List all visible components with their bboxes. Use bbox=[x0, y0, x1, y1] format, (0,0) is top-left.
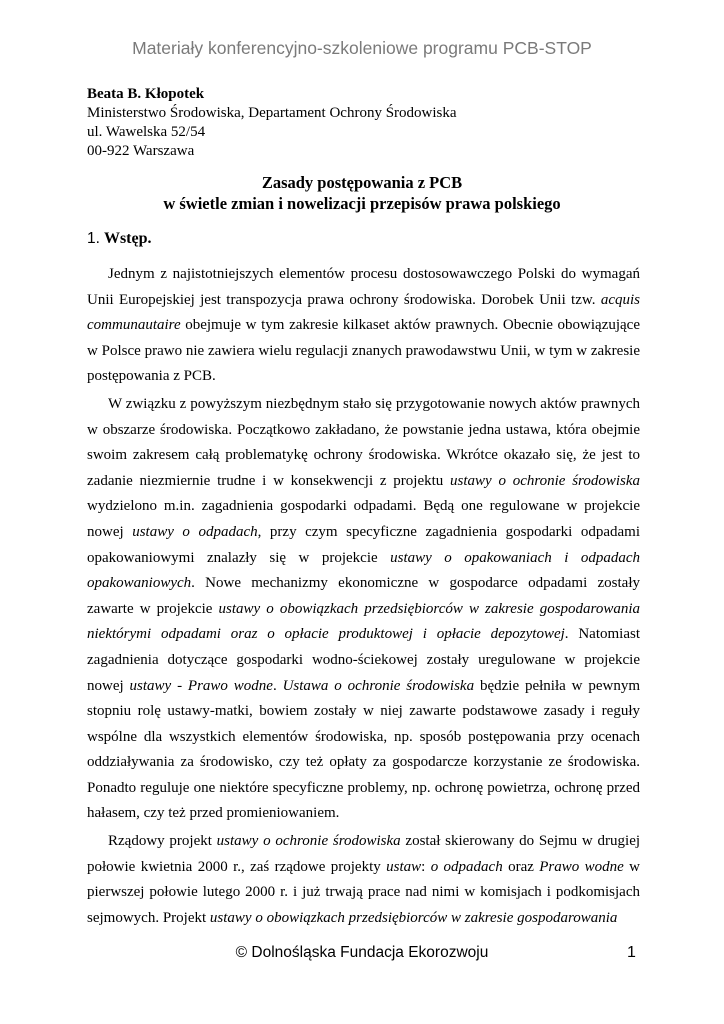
italic-run: ustawy o ochronie środowiska bbox=[216, 833, 401, 850]
text-run: będzie pełniła w pewnym stopniu rolę ustawy-matki, bowiem zostały w niej zawarte podstawowe zasady i reguły wspólne dla wszystkich elementów środowiska, np. sposób postępowania przy ocenach oddziaływania za środowisko, czy też opłaty za gospodarcze korzystanie ze środowiska. Ponadto reguluje one niektóre specyficzne problemy, np. ochronę powietrza, ochronę przed hałasem, czy też przed promieniowaniem. bbox=[87, 677, 641, 822]
italic-run: ustawy - Prawo wodne bbox=[129, 677, 273, 694]
text-run: oraz bbox=[502, 858, 540, 875]
document-title bbox=[0, 172, 724, 214]
author-street: ul. Wawelska 52/54 bbox=[87, 124, 206, 140]
paragraph bbox=[87, 262, 640, 390]
text-run: został skierowany do Sejmu w drugiej połowie kwietnia 2000 r., zaś rządowe projekty bbox=[87, 833, 641, 875]
author-affiliation: Ministerstwo Środowiska, Departament Ochrony Środowiska bbox=[87, 105, 457, 121]
running-header: Materiały konferencyjno-szkoleniowe programu PCB-STOP bbox=[132, 38, 592, 58]
section-number: 1. bbox=[87, 230, 100, 247]
page-number: 1 bbox=[627, 944, 636, 961]
text-run: Jednym z najistotniejszych elementów procesu dostosowawczego Polski do wymagań Unii Europejskiej jest transpozycja prawa ochrony środowiska. Dorobek Unii tzw. bbox=[87, 266, 640, 308]
paragraph bbox=[87, 829, 640, 931]
italic-run: ustawy o ochronie środowiska bbox=[450, 472, 640, 489]
paragraph bbox=[87, 392, 640, 827]
text-run: . Nowe mechanizmy ekonomiczne w gospodarce odpadami zostały zawarte w projekcie bbox=[87, 575, 640, 617]
italic-run: ustawy o opakowaniach i odpadach opakowaniowych bbox=[87, 549, 641, 592]
italic-run: ustawy o obowiązkach przedsiębiorców w zakresie gospodarowania niektórymi odpadami oraz o opłacie produktowej i opłacie depozytowej bbox=[87, 600, 640, 643]
footer: © Dolnośląska Fundacja Ekorozwoju bbox=[235, 944, 489, 961]
italic-run: ustawy o obowiązkach przedsiębiorców w zakresie gospodarowania bbox=[209, 909, 618, 926]
section-heading bbox=[87, 229, 152, 249]
text-run: W związku z powyższym niezbędnym stało się przygotowanie nowych aktów prawnych w obszarze środowiska. Początkowo zakładano, że powstanie jedna ustawa, która obejmie swoim zakresem całą problematykę ochrony środowiska. Wkrótce okazało się, że jest to zadanie niezmiernie trudne i w konsekwencji z projektu bbox=[87, 395, 640, 489]
author-city: 00-922 Warszawa bbox=[87, 143, 195, 159]
author-name: Beata B. Kłopotek bbox=[87, 86, 205, 102]
text-run: . Natomiast zagadnienia dotyczące gospodarki wodno-ściekowej zostały uregulowane w projekcie nowej bbox=[87, 626, 641, 694]
text-run: obejmuje w tym zakresie kilkaset aktów prawnych. Obecnie obowiązujące w Polsce prawo nie zawiera wielu regulacji znanych prawodawstwu Unii, w tym w zakresie postępowania z PCB. bbox=[87, 317, 640, 385]
italic-run: Ustawa o ochronie środowiska bbox=[282, 677, 475, 694]
text-run: : bbox=[421, 858, 431, 875]
section-title: Wstęp. bbox=[103, 230, 152, 247]
italic-run: o odpadach bbox=[430, 858, 503, 875]
body-text bbox=[87, 262, 640, 933]
text-run: wydzielono m.in. zagadnienia gospodarki odpadami. Będą one regulowane w projekcie nowej bbox=[87, 498, 640, 540]
title-line-2: w świetle zmian i nowelizacji przepisów prawa polskiego bbox=[163, 194, 561, 213]
text-run: . bbox=[272, 677, 283, 694]
author-block bbox=[87, 85, 457, 161]
text-run: Rządowy projekt bbox=[108, 833, 217, 850]
italic-run: acquis communautaire bbox=[87, 291, 640, 334]
text-run: w pierwszej połowie lutego 2000 r. i już trwają prace nad nimi w komisjach i podkomisjach sejmowych. Projekt bbox=[87, 858, 640, 926]
italic-run: ustawy o odpadach bbox=[132, 523, 258, 540]
title-line-1: Zasady postępowania z PCB bbox=[261, 173, 463, 192]
italic-run: ustaw bbox=[386, 858, 422, 875]
italic-run: Prawo wodne bbox=[539, 858, 624, 875]
text-run: , przy czym specyficzne zagadnienia gospodarki odpadami opakowaniowymi znalazły się w projekcie bbox=[87, 523, 640, 566]
